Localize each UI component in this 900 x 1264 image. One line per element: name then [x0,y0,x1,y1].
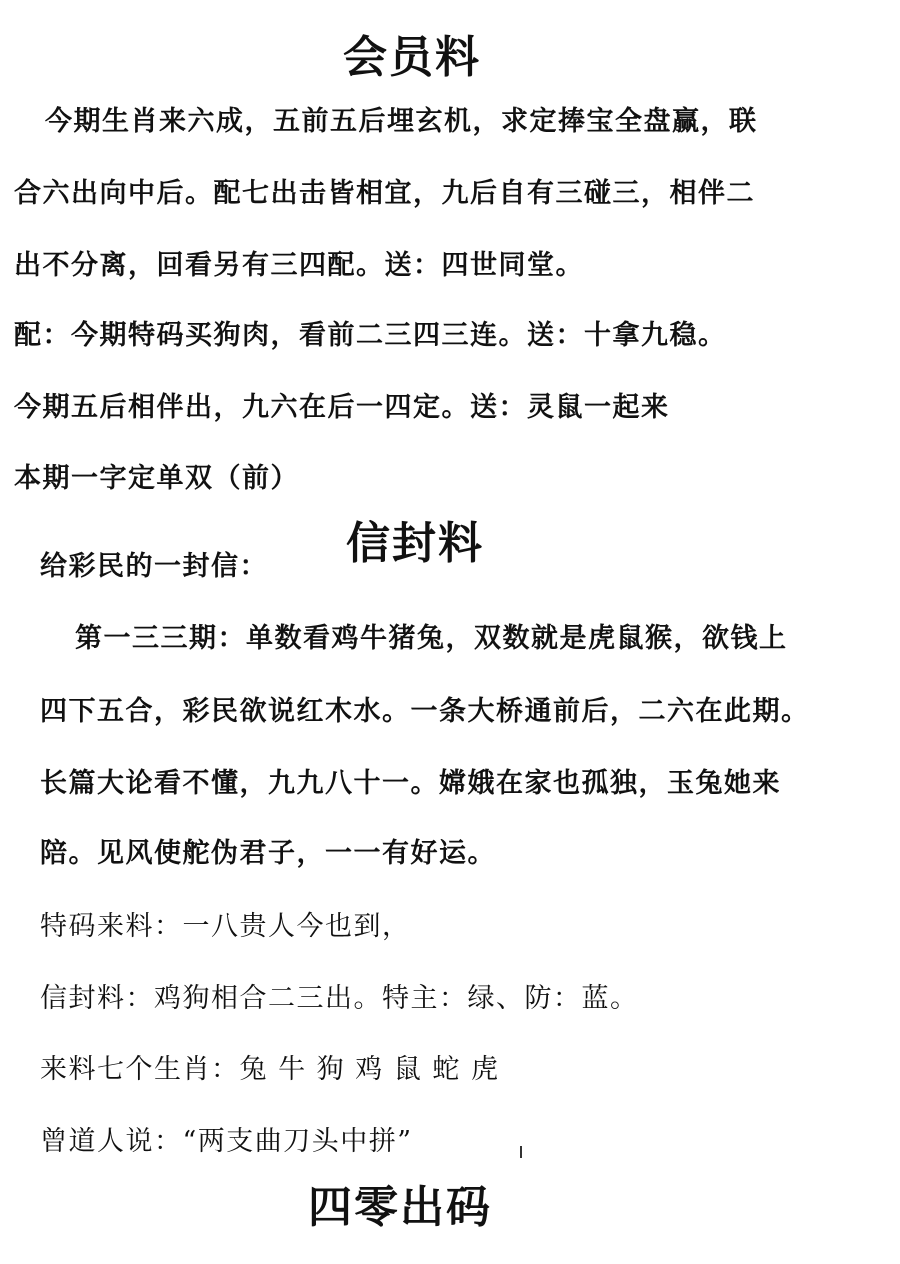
envelope-line-7: 来料七个生肖：兔 牛 狗 鸡 鼠 蛇 虎 [40,1054,500,1085]
member-line-5: 今期五后相伴出，九六在后一四定。送：灵鼠一起来 [14,392,670,423]
member-line-3: 出不分离，回看另有三四配。送：四世同堂。 [14,250,584,281]
envelope-section-title: 信封料 [346,518,484,569]
envelope-line-6: 信封料：鸡狗相合二三出。特主：绿、防：蓝。 [40,983,639,1014]
envelope-line-3: 长篇大论看不懂，九九八十一。嫦娥在家也孤独，玉兔她来 [40,768,781,799]
envelope-line-8: 曾道人说：“两支曲刀头中拼” [40,1126,413,1157]
member-line-6: 本期一字定单双（前） [14,463,299,494]
bottom-section-title: 四零出码 [308,1182,492,1233]
scan-mark [520,1146,522,1158]
member-line-2: 合六出向中后。配七出击皆相宜，九后自有三碰三，相伴二 [14,178,755,209]
envelope-line-1: 第一三三期：单数看鸡牛猪兔，双数就是虎鼠猴，欲钱上 [75,623,788,654]
envelope-line-5: 特码来料：一八贵人今也到， [40,911,411,942]
envelope-line-4: 陪。见风使舵伪君子，一一有好运。 [40,838,496,869]
envelope-line-2: 四下五合，彩民欲说红木水。一条大桥通前后，二六在此期。 [40,696,810,727]
member-line-4: 配：今期特码买狗肉，看前二三四三连。送：十拿九稳。 [14,320,727,351]
member-line-1: 今期生肖来六成，五前五后埋玄机，求定捧宝全盘赢，联 [45,106,758,137]
member-section-title: 会员料 [343,32,481,83]
envelope-intro: 给彩民的一封信： [40,551,268,582]
